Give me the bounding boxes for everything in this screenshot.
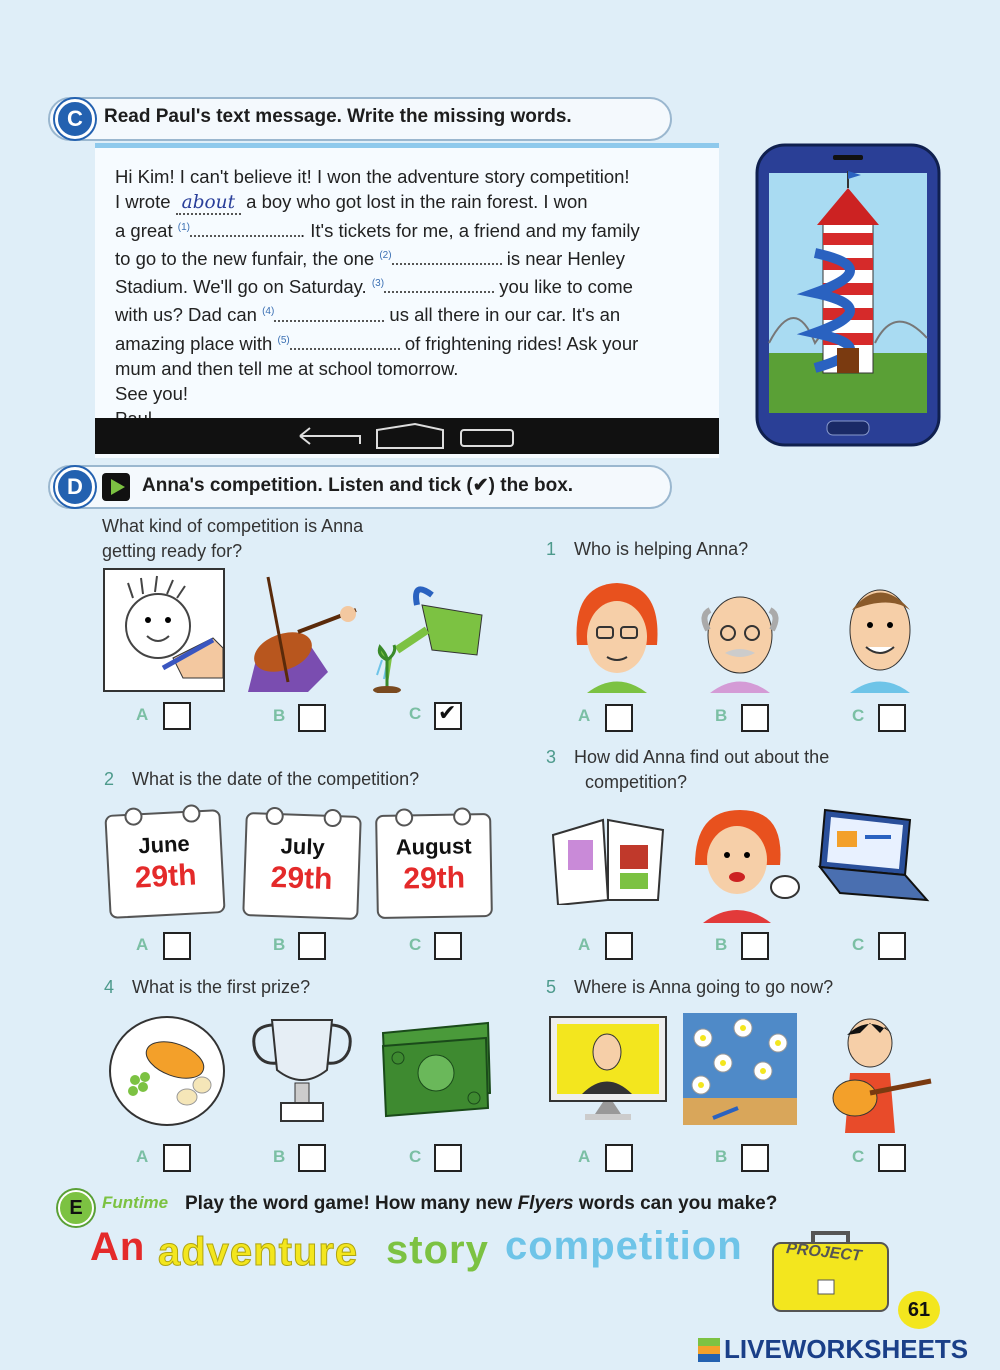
liveworksheets-logo [698, 1334, 968, 1365]
question-1: 1 Who is helping Anna? [546, 539, 749, 559]
page-number: 61 [898, 1291, 940, 1329]
message-line: to go to the new funfair, the one $^{(2)}$ is near Henley [115, 248, 625, 270]
message-line: mum and then tell me at school tomorrow. [115, 357, 459, 379]
flowers-garden-image [683, 1013, 797, 1125]
question-4: 4 What is the first prize? [104, 977, 311, 997]
laptop-image [815, 805, 930, 905]
word-an: An [90, 1225, 146, 1269]
nav-buttons-icon [95, 418, 719, 454]
woman-red-hair-image [567, 575, 667, 693]
option-c-label: C [852, 706, 865, 725]
section-c-letter: C [55, 99, 95, 139]
money-image [378, 1018, 493, 1118]
answer-blank-2[interactable] [392, 247, 502, 265]
man-image [830, 575, 930, 693]
option-c-label: C [852, 935, 865, 954]
question-example: What kind of competition is Anna getting ready for? [102, 516, 364, 561]
example-answer: about [176, 192, 241, 215]
q2-checkbox-b[interactable] [298, 932, 326, 960]
option-a-label: A [578, 935, 591, 954]
q0-checkbox-a[interactable] [163, 702, 191, 730]
message-line: amazing place with $^{(5)}$ of frightening rides! Ask your [115, 332, 639, 354]
q5-checkbox-a[interactable] [605, 1144, 633, 1172]
project-label: PROJECT [785, 1240, 863, 1265]
violin-image [238, 572, 360, 692]
option-b-label: B [715, 706, 728, 725]
answer-blank-1[interactable] [190, 219, 300, 237]
option-b-label: B [715, 935, 728, 954]
q4-checkbox-a[interactable] [163, 1144, 191, 1172]
q1-checkbox-a[interactable] [605, 704, 633, 732]
phone-helter-skelter-image [755, 143, 941, 448]
q2-checkbox-c[interactable] [434, 932, 462, 960]
option-c-label: C [852, 1147, 865, 1166]
option-c-label: C [409, 935, 422, 954]
q1-checkbox-c[interactable] [878, 704, 906, 732]
trophy-cup-image [247, 1015, 357, 1127]
q5-checkbox-b[interactable] [741, 1144, 769, 1172]
message-line: with us? Dad can $^{(4)}$ us all there in our car. It's an [115, 304, 621, 326]
option-a-label: A [136, 935, 149, 954]
q5-checkbox-c[interactable] [878, 1144, 906, 1172]
section-c-title: Read Paul's text message. Write the missing words. [104, 106, 572, 127]
message-line: a great $^{(1)}$ . It's tickets for me, a friend and my family [115, 220, 640, 242]
tick-mark-icon: ✔ [438, 700, 457, 725]
word-adventure: adventure [158, 1230, 359, 1274]
section-e-title: Play the word game! How many new Flyers words can you make? [185, 1193, 778, 1214]
option-a-label: A [136, 1147, 149, 1166]
option-a-label: A [136, 705, 149, 724]
option-b-label: B [273, 706, 286, 725]
brand-name: LIVEWORKSHEETS [724, 1334, 969, 1364]
q0-checkbox-b[interactable] [298, 704, 326, 732]
answer-blank-3[interactable] [384, 275, 494, 293]
project-briefcase-icon [768, 1225, 893, 1315]
logo-mark-icon [698, 1338, 720, 1362]
option-b-label: B [715, 1147, 728, 1166]
section-d-letter: D [55, 467, 95, 507]
message-line: See you! [115, 382, 189, 404]
q0-checkbox-c[interactable] [434, 702, 462, 730]
message-line: Hi Kim! I can't believe it! I won the adventure story competition! [115, 166, 630, 187]
option-a-label: A [578, 1147, 591, 1166]
television-image [547, 1014, 669, 1126]
message-line: Stadium. We'll go on Saturday. $^{(3)}$ you like to come [115, 276, 633, 298]
option-c-label: C [409, 1147, 422, 1166]
question-3: 3 How did Anna find out about the competition? [546, 747, 830, 792]
girl-talking-image [685, 805, 800, 923]
calendar-august: August 29th [375, 813, 493, 919]
q3-checkbox-c[interactable] [878, 932, 906, 960]
boy-guitar-image [815, 1013, 933, 1133]
answer-blank-5[interactable] [290, 332, 400, 350]
q4-checkbox-b[interactable] [298, 1144, 326, 1172]
fish-dinner-image [107, 1015, 227, 1127]
grandfather-image [690, 575, 790, 693]
play-audio-icon[interactable] [102, 473, 130, 501]
question-2: 2 What is the date of the competition? [104, 769, 420, 789]
option-c-label: C [409, 704, 422, 723]
word-competition: competition [505, 1224, 743, 1268]
q3-checkbox-b[interactable] [741, 932, 769, 960]
question-5: 5 Where is Anna going to go now? [546, 977, 834, 997]
text-message-panel [95, 143, 719, 458]
q2-checkbox-a[interactable] [163, 932, 191, 960]
calendar-july: July 29th [242, 812, 362, 920]
q1-checkbox-b[interactable] [741, 704, 769, 732]
drawing-picture-image [103, 568, 225, 692]
watering-can-image [372, 575, 497, 693]
calendar-june: June 29th [104, 809, 225, 919]
option-b-label: B [273, 1147, 286, 1166]
option-b-label: B [273, 935, 286, 954]
q4-checkbox-c[interactable] [434, 1144, 462, 1172]
magazine-image [548, 805, 670, 905]
q3-checkbox-a[interactable] [605, 932, 633, 960]
text-message-body [115, 164, 640, 431]
option-a-label: A [578, 706, 591, 725]
section-e-letter: E [58, 1190, 94, 1226]
funtime-label: Funtime [102, 1193, 169, 1212]
section-d-title: Anna's competition. Listen and tick (✔) the box. [142, 475, 574, 496]
word-story: story [386, 1228, 489, 1272]
phone-nav-bar [95, 418, 719, 454]
message-line: I wrote about a boy who got lost in the rain forest. I won [115, 191, 588, 213]
answer-blank-4[interactable] [274, 304, 384, 322]
